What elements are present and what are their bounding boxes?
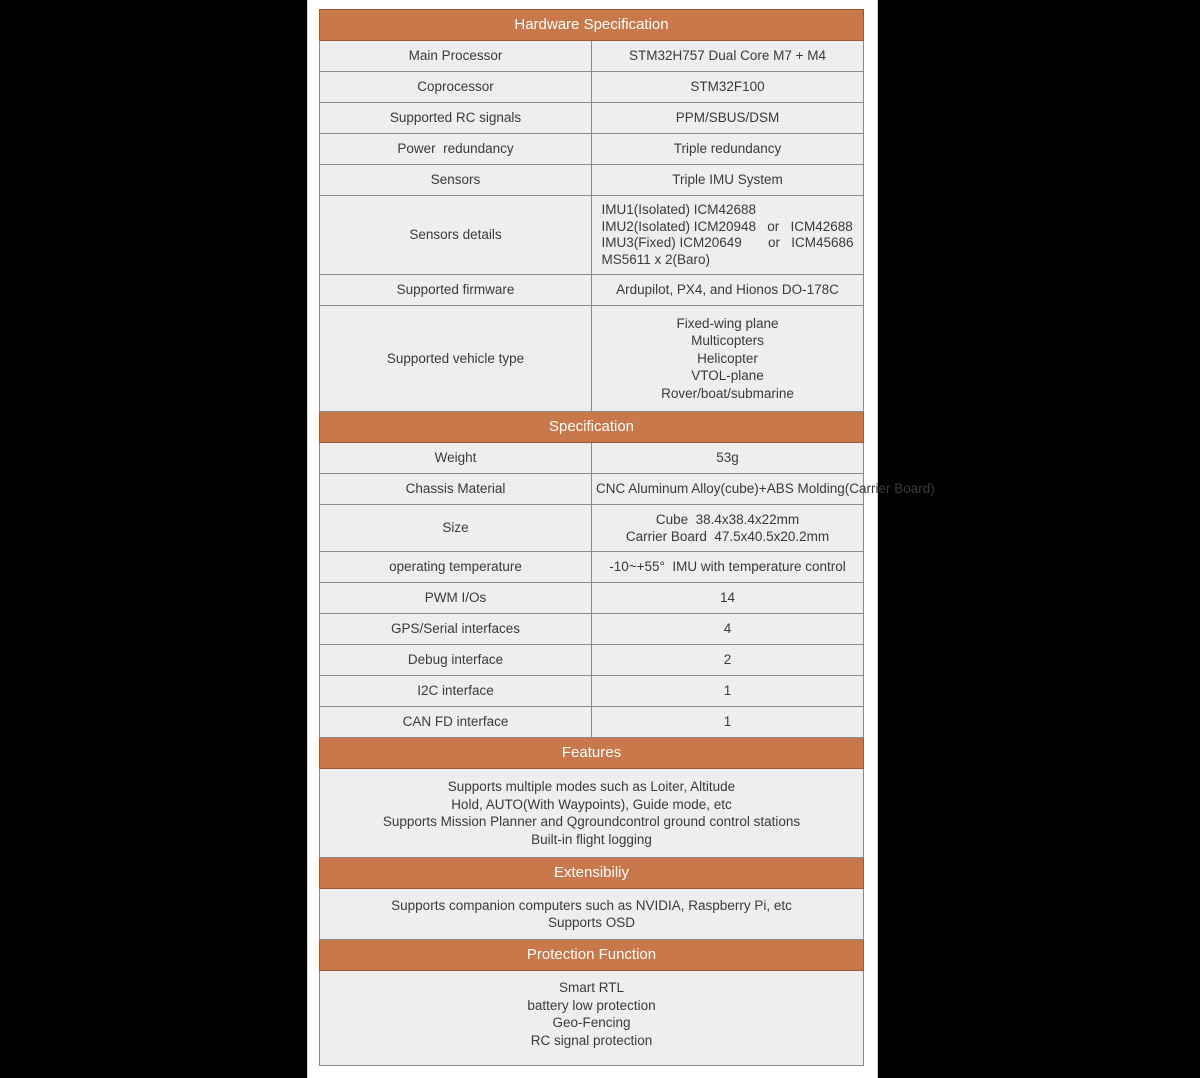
row-value: 1 [592, 707, 864, 738]
sensors-line: IMU1(Isolated) ICM42688 [601, 202, 757, 217]
table-row-sensors-details [320, 196, 864, 275]
section-header: Extensibiliy [320, 858, 864, 889]
table-row [320, 103, 864, 134]
row-label: Main Processor [320, 41, 592, 72]
row-value: Ardupilot, PX4, and Hionos DO-178C [592, 275, 864, 306]
row-value: Triple IMU System [592, 165, 864, 196]
features-row [320, 769, 864, 858]
feature-line: Supports Mission Planner and Qgroundcontrol ground control stations [382, 814, 801, 829]
row-value: CNC Aluminum Alloy(cube)+ABS Molding(Carrier Board) [592, 474, 864, 505]
section-header: Protection Function [320, 940, 864, 971]
extensibility-row [320, 889, 864, 940]
sensors-line: MS5611 x 2(Baro) [601, 251, 711, 267]
row-value: -10~+55° IMU with temperature control [592, 552, 864, 583]
table-row [320, 614, 864, 645]
row-label: Supported firmware [320, 275, 592, 306]
section-specification [320, 412, 864, 443]
row-label: CAN FD interface [320, 707, 592, 738]
row-label: Weight [320, 443, 592, 474]
table-row [320, 275, 864, 306]
table-row [320, 707, 864, 738]
row-value: PPM/SBUS/DSM [592, 103, 864, 134]
protection-line: Smart RTL [558, 980, 624, 995]
section-protection-function [320, 940, 864, 971]
row-label: Sensors details [320, 196, 592, 275]
table-row [320, 165, 864, 196]
table-row [320, 41, 864, 72]
section-extensibility [320, 858, 864, 889]
table-row [320, 645, 864, 676]
feature-line: Supports multiple modes such as Loiter, Altitude [447, 779, 736, 794]
row-value: 53g [592, 443, 864, 474]
row-value [592, 306, 864, 412]
section-features [320, 738, 864, 769]
row-label: operating temperature [320, 552, 592, 583]
row-label: Power redundancy [320, 134, 592, 165]
vehicle-line: Multicopters [691, 333, 764, 349]
row-value: 1 [592, 676, 864, 707]
row-value: 2 [592, 645, 864, 676]
row-label: Sensors [320, 165, 592, 196]
vehicle-line: Fixed-wing plane [676, 315, 779, 331]
size-line: Carrier Board 47.5x40.5x20.2mm [625, 529, 830, 544]
row-value: Triple redundancy [592, 134, 864, 165]
table-row-size [320, 505, 864, 552]
table-row [320, 443, 864, 474]
protection-line: RC signal protection [530, 1032, 653, 1048]
row-label: Supported RC signals [320, 103, 592, 134]
sensors-line: IMU3(Fixed) ICM20649 or ICM45686 [601, 235, 854, 250]
sensors-details-list [601, 202, 853, 268]
row-label: PWM I/Os [320, 583, 592, 614]
section-header: Hardware Specification [320, 10, 864, 41]
protection-row [320, 971, 864, 1066]
row-label: Coprocessor [320, 72, 592, 103]
row-value [592, 505, 864, 552]
vehicle-line: Helicopter [697, 350, 758, 366]
row-label: GPS/Serial interfaces [320, 614, 592, 645]
vehicle-line: VTOL-plane [691, 368, 764, 384]
spec-page [307, 0, 935, 1078]
extensibility-list [320, 889, 864, 940]
row-label: Chassis Material [320, 474, 592, 505]
row-label: Size [320, 505, 592, 552]
protection-line: Geo-Fencing [552, 1015, 631, 1030]
row-value: STM32F100 [592, 72, 864, 103]
features-list [320, 769, 864, 858]
extensibility-line: Supports companion computers such as NVIDIA, Raspberry Pi, etc [391, 897, 792, 913]
sensors-line: IMU2(Isolated) ICM20948 or ICM42688 [601, 218, 853, 234]
protection-line: battery low protection [527, 997, 656, 1013]
section-header: Specification [320, 412, 864, 443]
extensibility-line: Supports OSD [547, 915, 636, 930]
row-value: 4 [592, 614, 864, 645]
row-value [592, 196, 864, 275]
row-value: 14 [592, 583, 864, 614]
table-row-vehicle-type [320, 306, 864, 412]
row-value: STM32H757 Dual Core M7 + M4 [592, 41, 864, 72]
table-row [320, 474, 864, 505]
section-header: Features [320, 738, 864, 769]
feature-line: Hold, AUTO(With Waypoints), Guide mode, etc [451, 796, 732, 812]
row-label: I2C interface [320, 676, 592, 707]
section-hardware-specification [320, 10, 864, 41]
table-row [320, 552, 864, 583]
table-row [320, 676, 864, 707]
table-row [320, 72, 864, 103]
table-row [320, 134, 864, 165]
row-label: Debug interface [320, 645, 592, 676]
spec-table [319, 9, 935, 1066]
size-line: Cube 38.4x38.4x22mm [655, 511, 800, 527]
table-row [320, 583, 864, 614]
feature-line: Built-in flight logging [531, 831, 652, 847]
protection-list [320, 971, 864, 1066]
vehicle-line: Rover/boat/submarine [661, 385, 794, 401]
row-label: Supported vehicle type [320, 306, 592, 412]
